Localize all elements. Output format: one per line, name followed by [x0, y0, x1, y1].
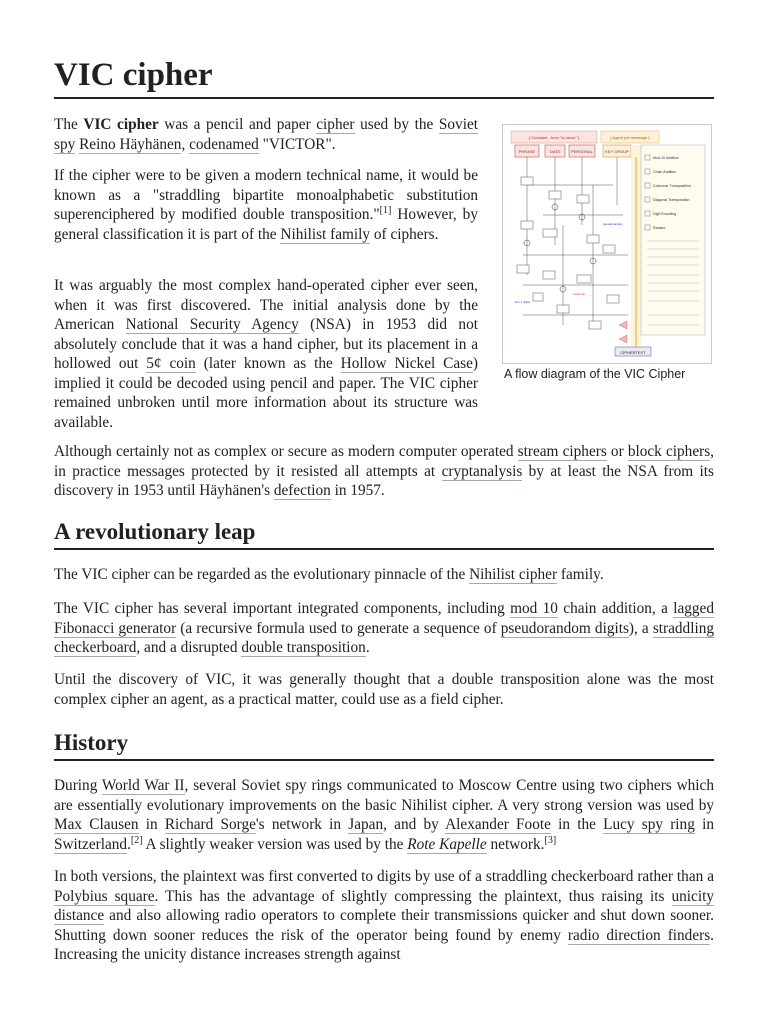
text: and also allowing radio operators to complete their transmissions quicker and shut down sooner. Shutting down sooner reduces the risk of the operator being found by enemy [54, 907, 714, 944]
svg-text:columnar: columnar [573, 292, 586, 296]
section-divider [54, 759, 714, 761]
text: , and a disrupted [136, 639, 242, 656]
text: by at least the NSA from its discovery in 1953 until Häyhänen's [54, 462, 715, 499]
text: If the cipher were to be given a modern technical name, it would be known as a "straddling bipartite monoalphabetic substitution superenciphered by modified double transposition." [54, 167, 478, 223]
text: ), a [628, 619, 653, 637]
text: "VICTOR". [258, 135, 336, 153]
link-switzerland[interactable]: Switzerland [54, 835, 128, 853]
text: , and by [383, 816, 446, 833]
section1-paragraph-1 [54, 565, 714, 585]
intro-paragraph-2 [54, 166, 478, 244]
reference-3[interactable]: [3] [544, 834, 557, 846]
section-divider [54, 548, 714, 550]
text: During [54, 777, 102, 794]
text: A slightly weaker version was used by the [142, 835, 408, 853]
text: . [127, 835, 131, 853]
text: . Increasing the unicity distance increases strength against [54, 926, 714, 963]
title-divider [54, 97, 714, 99]
link-max-clausen[interactable]: Max Clausen [54, 816, 139, 833]
link-soviet-spy[interactable]: Soviet spy [54, 116, 478, 153]
link-pseudorandom-digits[interactable]: pseudorandom digits [500, 619, 629, 637]
section1-paragraph-2 [54, 599, 714, 658]
intro-paragraph-4 [54, 442, 714, 501]
diagram-box-key-group: KEY GROUP [605, 149, 629, 154]
text: . [365, 639, 370, 656]
text: in the [550, 816, 604, 833]
text: The [54, 116, 84, 133]
text: ) implied it could be decoded using pencil and paper. The VIC cipher remained unbroken until more information about its structure was available. [54, 355, 478, 431]
link-world-war-ii[interactable]: World War II [101, 777, 185, 794]
flow-diagram-image[interactable] [502, 124, 712, 364]
svg-text:line 1 digits: line 1 digits [515, 300, 531, 304]
link-reino-hayhanen[interactable]: Reino Häyhänen [79, 135, 182, 153]
figure-caption: A flow diagram of the VIC Cipher [504, 367, 686, 381]
reference-2[interactable]: [2] [130, 834, 143, 846]
text: However, by general classification it is part of the [54, 206, 478, 243]
section1-paragraph-3: Until the discovery of VIC, it was generally thought that a double transposition alone was the most complex cipher an agent, as a practical matter, could use as a field cipher. [54, 671, 714, 708]
section-heading-revolutionary-leap: A revolutionary leap [54, 519, 256, 544]
section2-paragraph-1 [54, 776, 714, 854]
text: of ciphers. [370, 225, 439, 243]
link-nihilist-cipher[interactable]: Nihilist cipher [469, 566, 558, 583]
text: It was arguably the most complex hand-operated cipher ever seen, when it was first discovered. The initial analysis done by the American [54, 277, 478, 333]
text: (later known as the [195, 355, 341, 372]
section2-paragraph-2 [54, 867, 714, 965]
text: or [606, 443, 628, 460]
link-richard-sorge[interactable]: Richard Sorge [164, 816, 256, 833]
link-cipher[interactable]: cipher [316, 116, 355, 133]
page-title: VIC cipher [54, 57, 213, 93]
diagram-box-phrase: PHRASE [518, 149, 536, 154]
text: In both versions, the plaintext was first converted to digits by use of a straddling checkerboard rather than a [54, 868, 714, 885]
diagram-header-left: [ Constant - from "to know" ] [529, 135, 579, 140]
legend-mod10-addition: Mod-10 Addition [653, 156, 679, 160]
text: in 1957. [330, 482, 385, 499]
text: (a recursive formula used to generate a sequence of [176, 619, 501, 637]
text: . This has the advantage of slightly compressing the plaintext, thus raising its [154, 887, 672, 905]
reference-1[interactable]: [1] [379, 204, 392, 216]
diagram-header-right: [ Agent per message ] [610, 135, 650, 140]
link-double-transposition[interactable]: double transposition [241, 639, 366, 656]
text: 's network in [255, 816, 349, 833]
legend-diagonal: Diagonal Transposition [653, 198, 690, 202]
link-lucy-spy-ring[interactable]: Lucy spy ring [603, 816, 695, 833]
link-radio-direction-finders[interactable]: radio direction finders [567, 926, 711, 944]
link-alexander-foote[interactable]: Alexander Foote [445, 816, 551, 833]
diagram-box-date: DATE [549, 149, 561, 154]
intro-paragraph-1 [54, 115, 478, 154]
legend-chain-addition: Chain Addition [653, 170, 677, 174]
text: The VIC cipher can be regarded as the evolutionary pinnacle of the [54, 566, 470, 583]
text: , in practice messages protected by it resisted all attempts at [54, 443, 714, 480]
text: Although certainly not as complex or secure as modern computer operated [54, 443, 518, 460]
text: chain addition, a [557, 600, 674, 617]
section-heading-history: History [54, 730, 129, 755]
link-rote-kapelle[interactable]: Rote Kapelle [407, 835, 487, 853]
link-straddling-checkerboard[interactable]: straddling checkerboard [54, 619, 714, 656]
bold-term: VIC cipher [83, 116, 159, 133]
svg-text:pseudorandom: pseudorandom [603, 222, 624, 226]
text: family. [557, 566, 604, 583]
legend-columnar: Columnar Transposition [653, 184, 691, 188]
text: (NSA) in 1953 did not absolutely conclude that it was a hand cipher, but its placement in a hollowed out [54, 316, 478, 372]
intro-paragraph-3 [54, 276, 478, 432]
text: The VIC cipher has several important integrated components, including [54, 600, 511, 617]
link-5-cent-coin[interactable]: 5¢ coin [146, 355, 196, 372]
text: in [694, 816, 714, 833]
text: was a pencil and paper [158, 116, 317, 133]
diagram-ciphertext: CIPHERTEXT [620, 350, 646, 355]
link-lagged-fibonacci-generator[interactable]: lagged Fibonacci generator [54, 600, 714, 637]
link-cryptanalysis[interactable]: cryptanalysis [441, 462, 523, 480]
link-unicity-distance[interactable]: unicity distance [54, 887, 714, 924]
text: , [181, 135, 190, 153]
link-polybius-square[interactable]: Polybius square [54, 887, 155, 905]
legend-ranked: Ranked [653, 226, 666, 230]
text: , several Soviet spy rings communicated to Moscow Centre using two ciphers which are essentially evolutionary improvements on the basic Nihilist cipher. A very strong version was used by [54, 777, 714, 814]
legend-digit-encoding: Digit Encoding [653, 212, 677, 216]
link-defection[interactable]: defection [273, 482, 331, 499]
link-nsa[interactable]: National Security Agency [125, 316, 299, 333]
link-hollow-nickel-case[interactable]: Hollow Nickel Case [340, 355, 473, 372]
diagram-box-personal: PERSONAL [571, 149, 593, 154]
link-nihilist-family[interactable]: Nihilist family [280, 225, 371, 243]
text: in [138, 816, 165, 833]
link-stream-ciphers[interactable]: stream ciphers [517, 443, 607, 460]
text: used by the [354, 116, 439, 133]
link-block-ciphers[interactable]: block ciphers [627, 443, 711, 460]
link-mod-10[interactable]: mod 10 [510, 600, 558, 617]
link-japan[interactable]: Japan [348, 816, 384, 833]
link-codenamed[interactable]: codenamed [189, 135, 259, 153]
text: network. [486, 835, 545, 853]
